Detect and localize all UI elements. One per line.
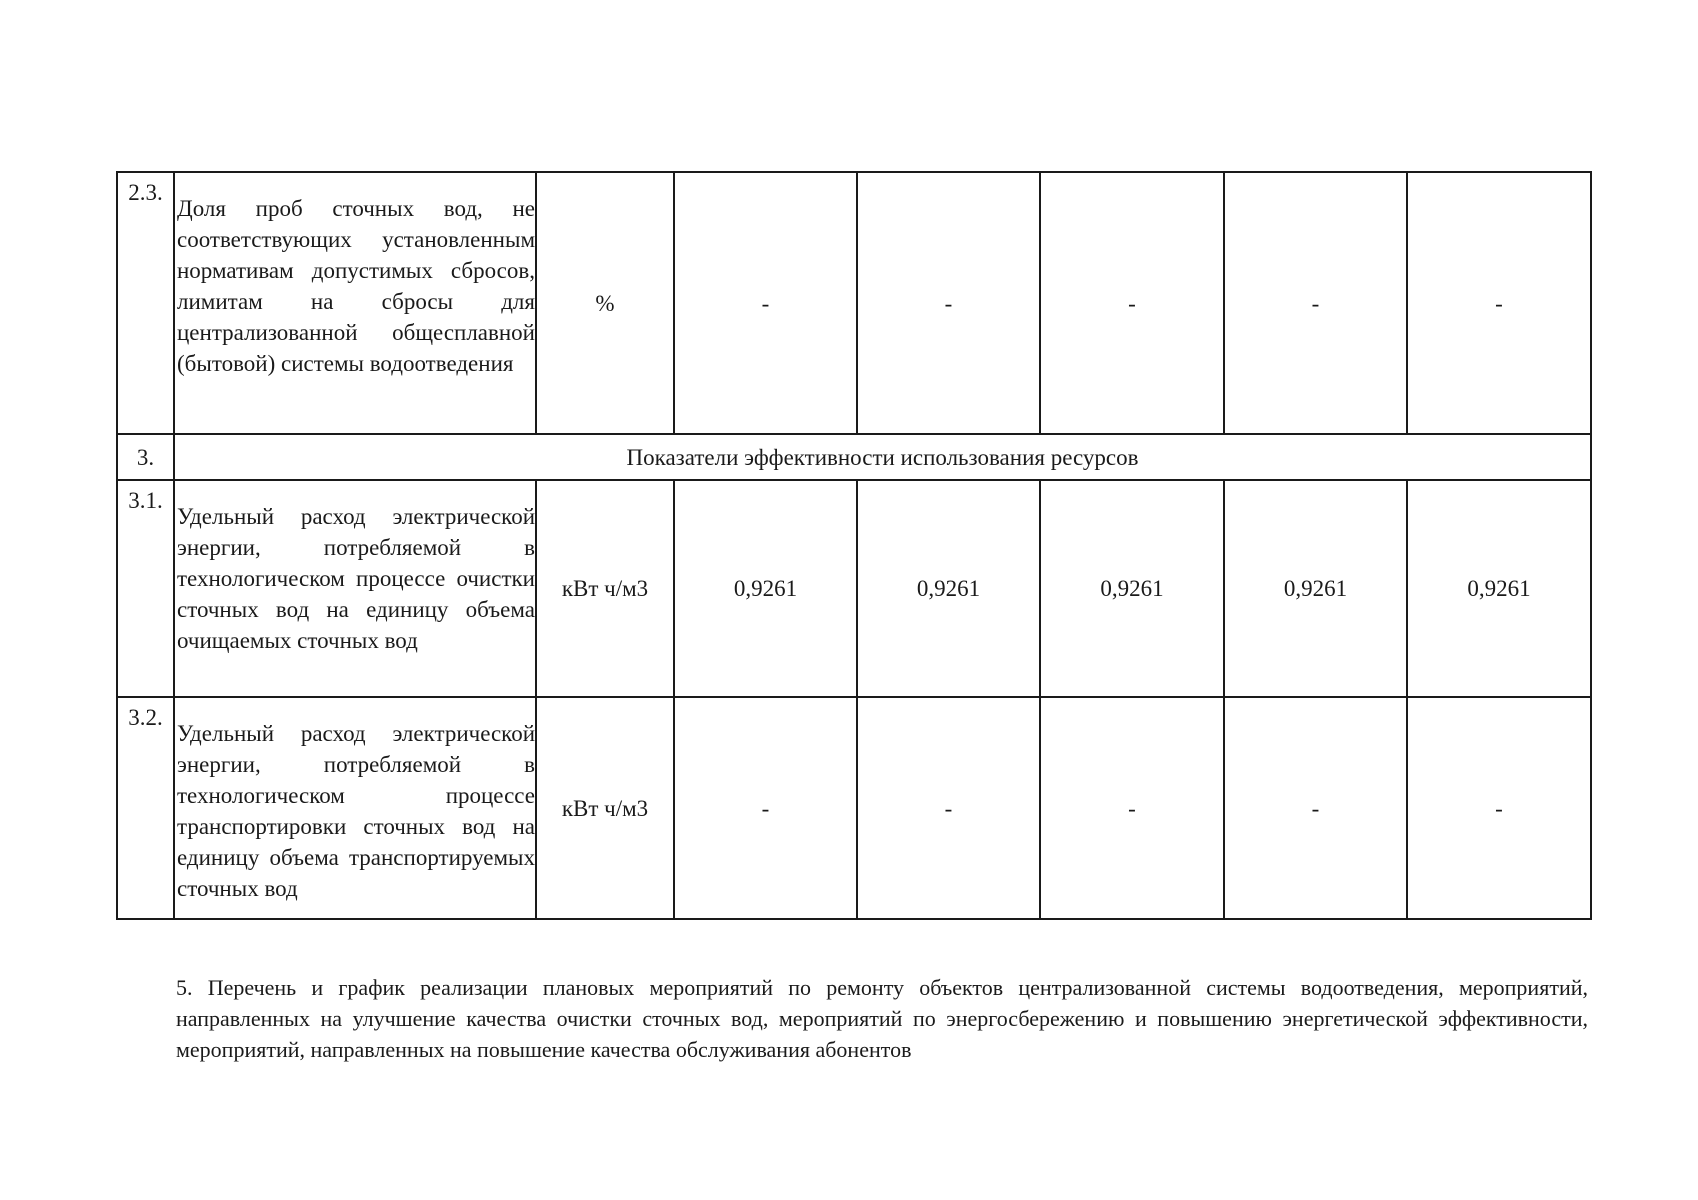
row-number: 3.2. (117, 697, 174, 919)
value-cell: - (674, 172, 857, 434)
value-cell: - (1040, 172, 1224, 434)
value-cell: - (857, 697, 1040, 919)
table-row-2-3 (117, 172, 1591, 434)
value-cell: - (857, 172, 1040, 434)
value-cell: 0,9261 (1040, 480, 1224, 697)
table-row-3-section (117, 434, 1591, 480)
row-description: Удельный расход электрической энергии, потребляемой в технологическом процессе транспортировки сточных вод на единицу объема транспортируемых сточных вод (174, 697, 536, 919)
row-unit: кВт ч/м3 (536, 480, 674, 697)
row-number: 3.1. (117, 480, 174, 697)
row-description: Удельный расход электрической энергии, потребляемой в технологическом процессе очистки сточных вод на единицу объема очищаемых сточных вод (174, 480, 536, 697)
row-unit: кВт ч/м3 (536, 697, 674, 919)
row-number: 2.3. (117, 172, 174, 434)
table-row-3-1 (117, 480, 1591, 697)
value-cell: - (1407, 697, 1591, 919)
row-number: 3. (117, 434, 174, 480)
value-cell: 0,9261 (1224, 480, 1407, 697)
table-row-3-2 (117, 697, 1591, 919)
value-cell: 0,9261 (1407, 480, 1591, 697)
value-cell: 0,9261 (674, 480, 857, 697)
indicators-table (116, 171, 1592, 920)
value-cell: - (1224, 172, 1407, 434)
value-cell: 0,9261 (857, 480, 1040, 697)
value-cell: - (1040, 697, 1224, 919)
value-cell: - (674, 697, 857, 919)
row-description: Доля проб сточных вод, не соответствующих установленным нормативам допустимых сбросов, лимитам на сбросы для централизованной общесплавной (бытовой) системы водоотведения (174, 172, 536, 434)
value-cell: - (1407, 172, 1591, 434)
row-unit: % (536, 172, 674, 434)
value-cell: - (1224, 697, 1407, 919)
section-title: Показатели эффективности использования ресурсов (174, 434, 1591, 480)
section-heading-5: 5. Перечень и график реализации плановых мероприятий по ремонту объектов централизованной системы водоотведения, мероприятий, направленных на улучшение качества очистки сточных вод, мероприятий по энергосбережению и повышению энергетической эффективности, мероприятий, направленных на повышение качества обслуживания абонентов (176, 975, 1588, 1062)
